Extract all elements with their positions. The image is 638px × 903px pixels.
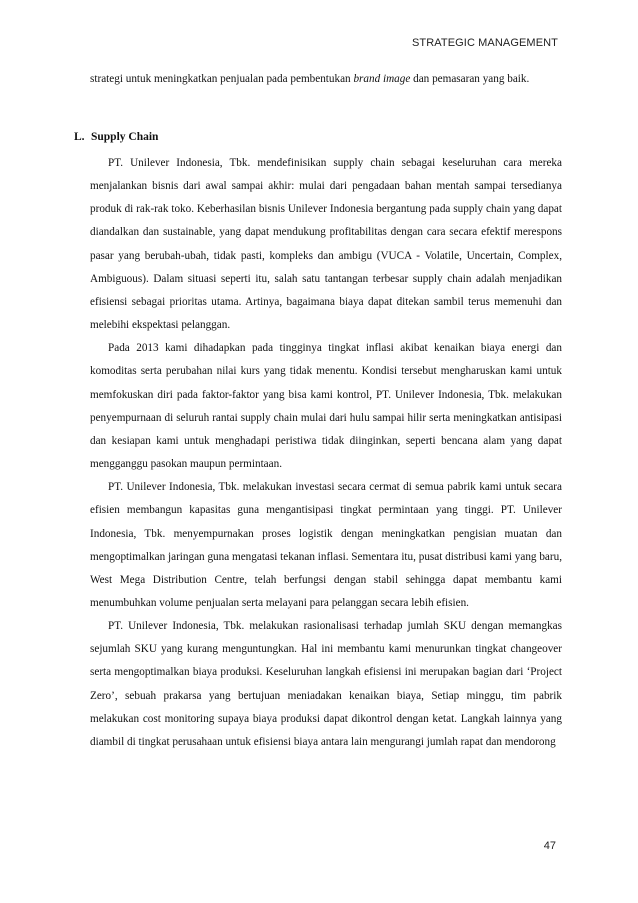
paragraph: PT. Unilever Indonesia, Tbk. mendefinisikan supply chain sebagai keseluruhan cara mereka menjalankan bisnis dari awal sampai akhir: mulai dari pengadaan bahan mentah sampai tersedianya produk di rak-rak toko. Keberhasilan bisnis Unilever Indonesia bergantung pada supply chain yang dapat diandalkan dan sustainable, yang dapat mendukung profitabilitas dengan cara secara efektif merespons pasar yang berubah-ubah, tidak pasti, kompleks dan ambigu (VUCA - Volatile, Uncertain, Complex, Ambiguous). Dalam situasi seperti itu, salah satu tantangan terbesar supply chain adalah menjadikan efisiensi sebagai prioritas utama. Artinya, bagaimana biaya dapat ditekan sambil terus memenuhi dan melebihi ekspektasi pelanggan.: [90, 157, 562, 332]
page-number: 47: [543, 840, 556, 852]
paragraph: Pada 2013 kami dihadapkan pada tingginya tingkat inflasi akibat kenaikan biaya energi dan komoditas serta perubahan nilai kurs yang tidak menentu. Kondisi tersebut mengharuskan kami untuk memfokuskan diri pada faktor-faktor yang bisa kami kontrol, PT. Unilever Indonesia, Tbk. melakukan penyempurnaan di seluruh rantai supply chain mulai dari hulu sampai hilir serta meningkatkan antisipasi dan kesiapan kami untuk menghadapi peristiwa tidak diinginkan, seperti bencana alam yang dapat mengganggu pasokan maupun permintaan.: [90, 342, 562, 471]
intro-paragraph: [90, 68, 562, 91]
paragraph: PT. Unilever Indonesia, Tbk. melakukan investasi secara cermat di semua pabrik kami untuk secara efisien membangun kapasitas guna mengantisipasi tingkat permintaan yang tinggi. PT. Unilever Indonesia, Tbk. menyempurnakan proses logistik dengan meningkatkan pengisian muatan dan mengoptimalkan jaringan guna mengatasi tekanan inflasi. Sementara itu, pusat distribusi kami yang baru, West Mega Distribution Centre, telah berfungsi dengan stabil sehingga dapat membantu kami menumbuhkan volume penjualan serta melayani para pelanggan secara lebih efisien.: [90, 481, 562, 609]
intro-text-block: [90, 68, 562, 91]
section-body: [90, 152, 562, 754]
intro-text-before: strategi untuk meningkatkan penjualan pada pembentukan: [90, 73, 354, 85]
paragraph: PT. Unilever Indonesia, Tbk. melakukan rasionalisasi terhadap jumlah SKU dengan memangkas sejumlah SKU yang kurang menguntungkan. Hal ini membantu kami menurunkan tingkat changeover serta mengoptimalkan biaya produksi. Keseluruhan langkah efisiensi ini merupakan bagian dari ‘Project Zero’, sebuah prakarsa yang bertujuan meniadakan kenaikan biaya, Setiap minggu, tim pabrik melakukan cost monitoring supaya biaya produksi dapat dikontrol dengan ketat. Langkah lainnya yang diambil di tingkat perusahaan untuk efisiensi biaya antara lain mengurangi jumlah rapat dan mendorong: [90, 620, 562, 748]
section-number: L.: [74, 131, 85, 143]
section-heading: [74, 131, 158, 143]
section-title: Supply Chain: [91, 131, 159, 143]
intro-text-after: dan pemasaran yang baik.: [410, 73, 530, 85]
running-header: STRATEGIC MANAGEMENT: [411, 37, 558, 49]
intro-italic-term: brand image: [353, 73, 411, 85]
